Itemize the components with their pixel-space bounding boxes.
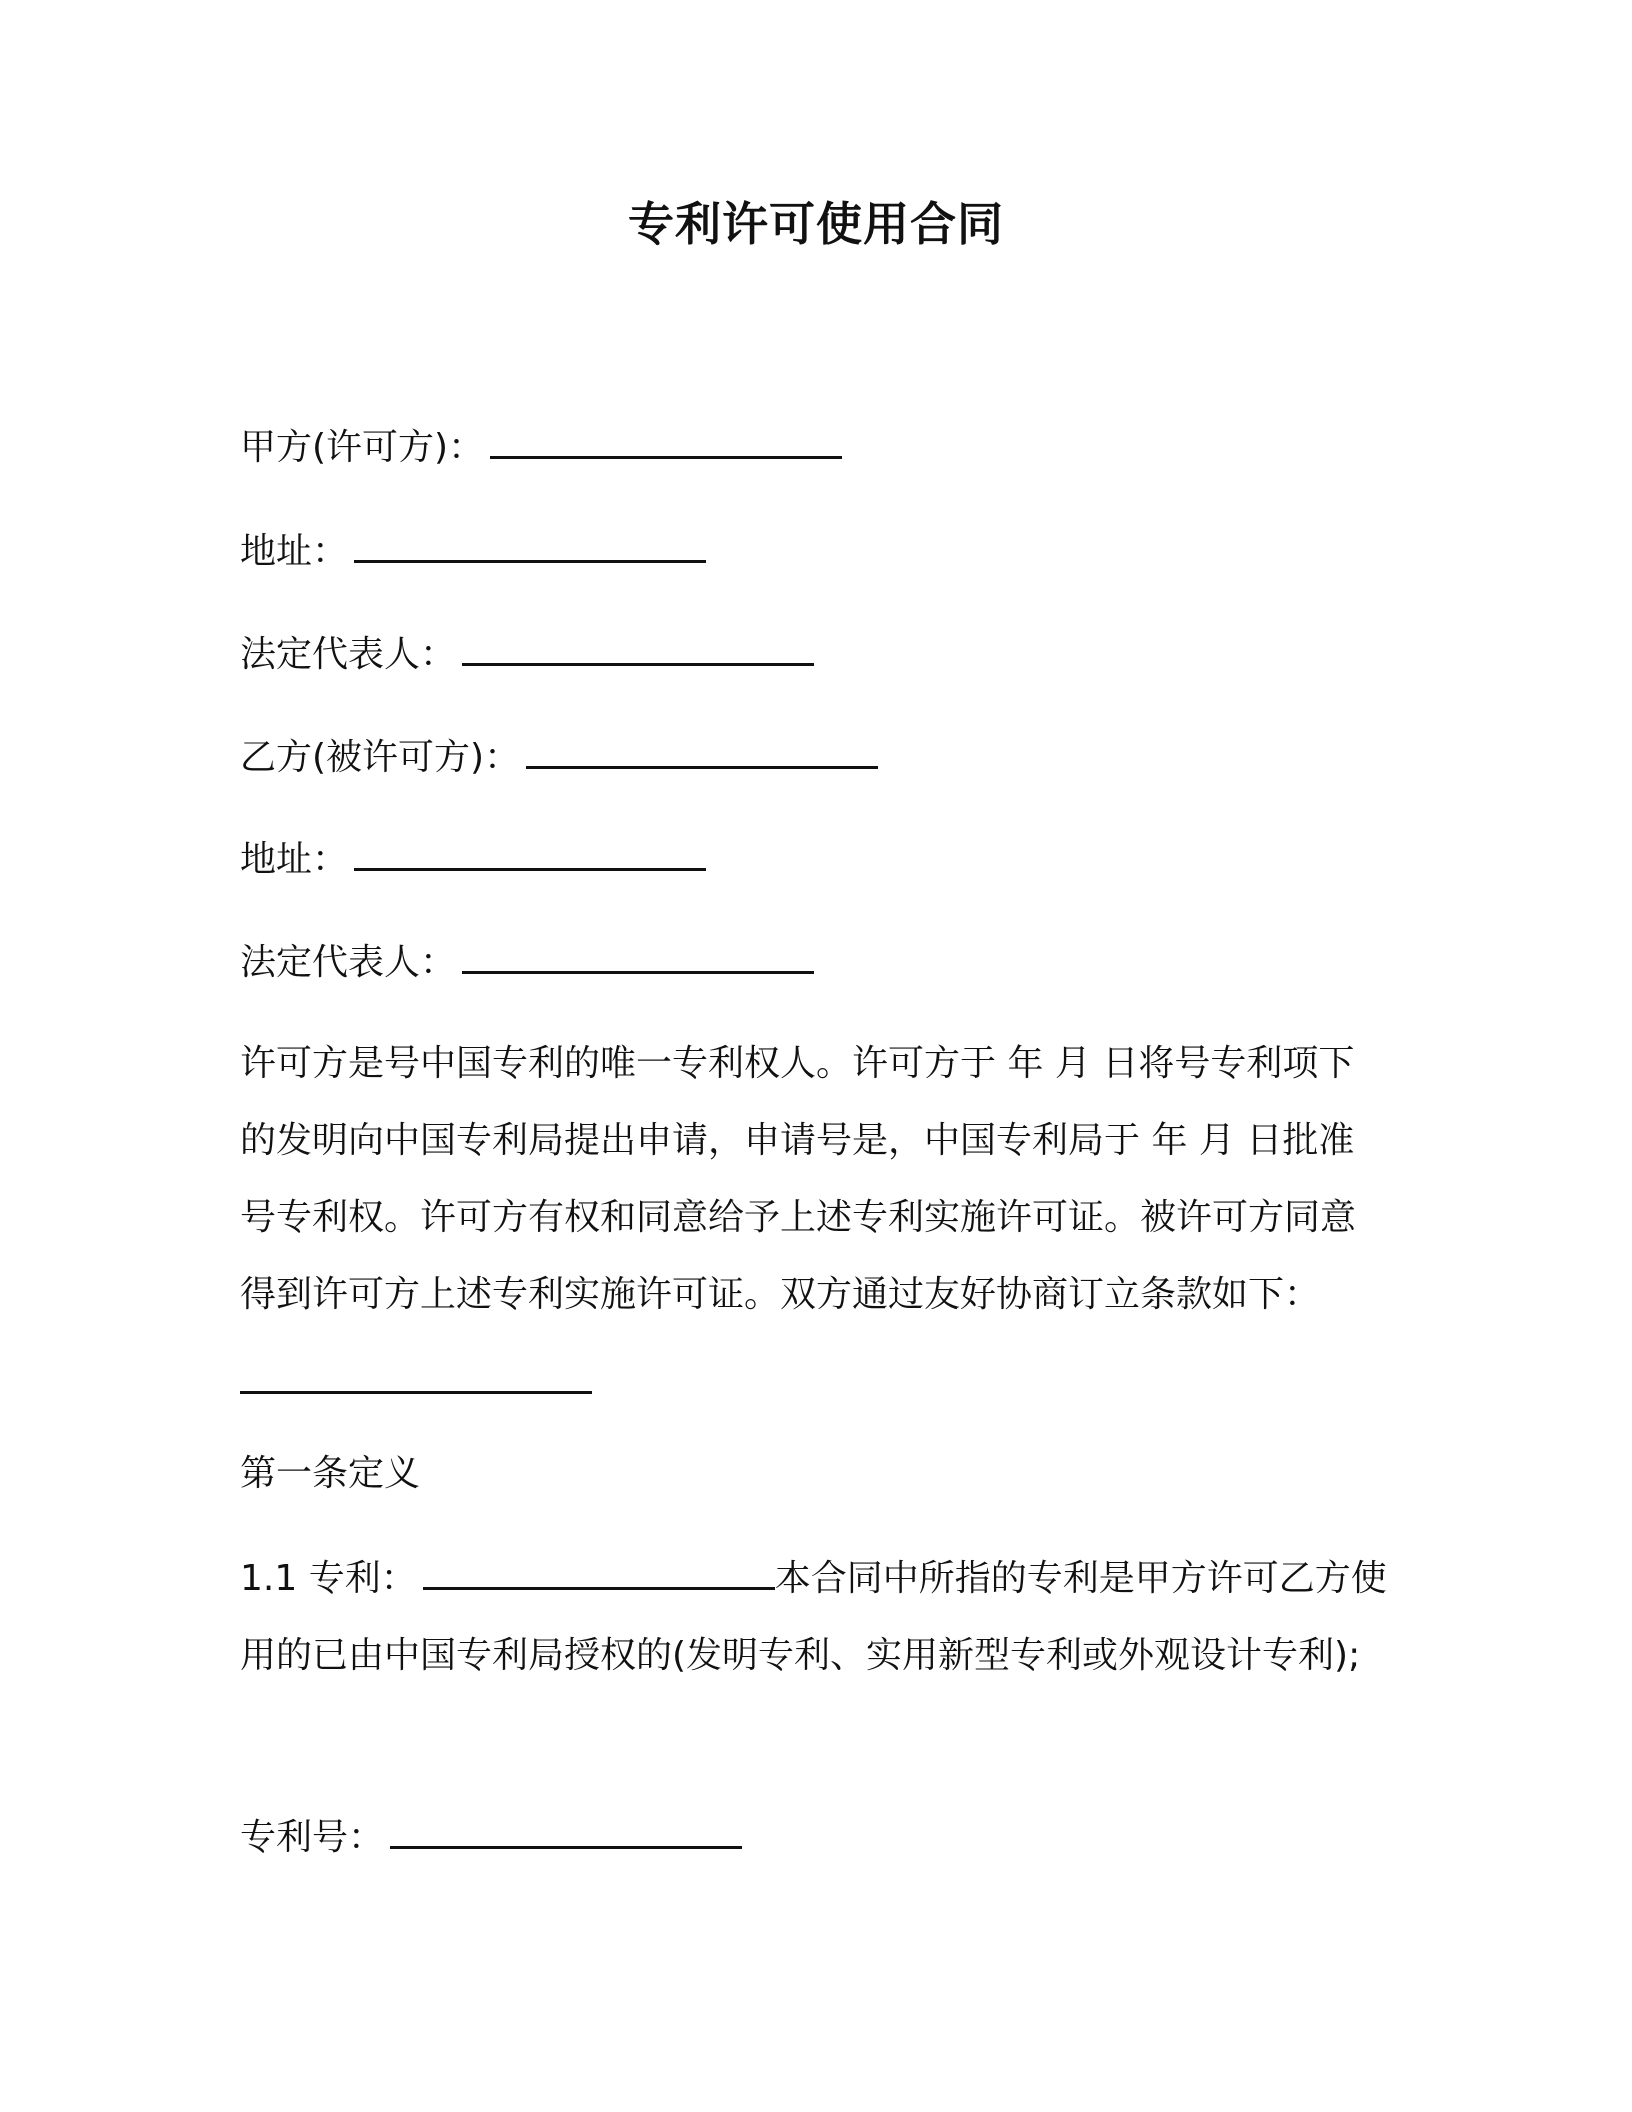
- patent-number-label: 专利号：: [240, 1817, 385, 1858]
- party-a-rep-row: [240, 627, 814, 681]
- party-b-address-label: 地址：: [240, 839, 349, 880]
- party-a-address-row: [240, 524, 706, 578]
- party-a-address-label: 地址：: [240, 531, 349, 572]
- party-a-rep-blank: [462, 627, 814, 666]
- patent-number-row: [240, 1810, 742, 1864]
- party-a-address-blank: [354, 524, 706, 563]
- party-b-rep-label: 法定代表人：: [240, 942, 457, 983]
- preamble-blank: [240, 1355, 592, 1394]
- article-1-heading: 第一条定义: [240, 1453, 421, 1494]
- preamble-blank-row: [240, 1355, 592, 1409]
- party-b-row: [240, 730, 878, 784]
- party-a-blank: [490, 420, 842, 459]
- clause-1-1-paragraph: [240, 1540, 1390, 1694]
- patent-number-blank: [390, 1810, 742, 1849]
- party-a-label: 甲方(许可方)：: [240, 427, 485, 468]
- clause-1-1-text: 本合同中所指的专利是甲方许可乙方使用的已由中国专利局授权的(发明专利、实用新型专利或外观设计专利);: [240, 1558, 1387, 1676]
- party-b-rep-blank: [462, 935, 814, 974]
- party-a-row: [240, 420, 842, 474]
- party-b-label: 乙方(被许可方)：: [240, 737, 521, 778]
- party-a-rep-label: 法定代表人：: [240, 634, 457, 675]
- document-title: 专利许可使用合同: [628, 197, 1004, 251]
- party-b-address-row: [240, 832, 706, 886]
- preamble-paragraph: 许可方是号中国专利的唯一专利权人。许可方于 年 月 日将号专利项下的发明向中国专利局提出申请，申请号是，中国专利局于 年 月 日批准号专利权。许可方有权和同意给予上述专利实施许可证。被许可方同意得到许可方上述专利实施许可证。双方通过友好协商订立条款如下：: [240, 1043, 1357, 1315]
- clause-1-1-label: 1.1 专利：: [240, 1558, 417, 1599]
- party-b-address-blank: [354, 832, 706, 871]
- party-b-blank: [526, 730, 878, 769]
- party-b-rep-row: [240, 935, 814, 989]
- clause-1-1-blank: [423, 1551, 775, 1590]
